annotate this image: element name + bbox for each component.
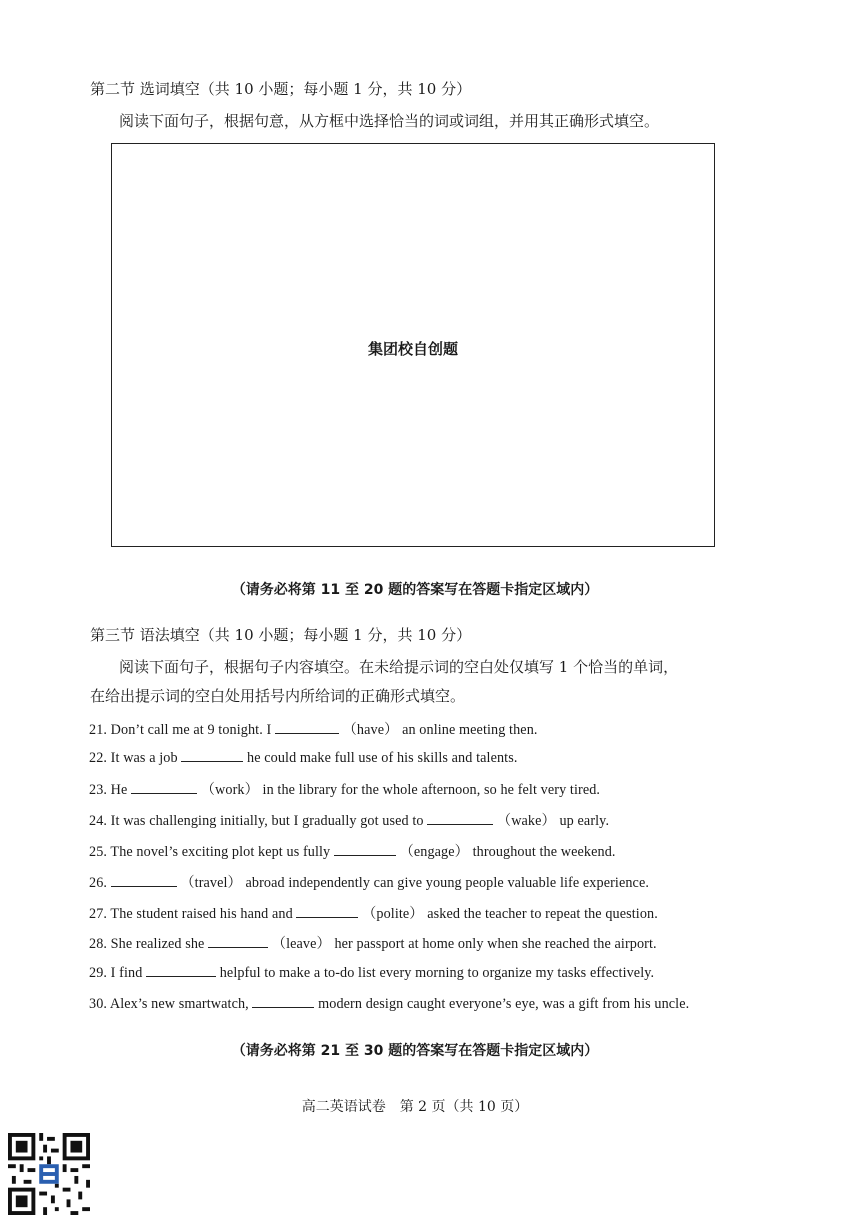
qr-code-icon (8, 1133, 90, 1215)
answer-blank[interactable] (252, 995, 314, 1008)
question-text: throughout the weekend. (472, 844, 616, 860)
question-21 (89, 719, 538, 739)
answer-blank[interactable] (427, 812, 493, 825)
question-text: 26. (89, 875, 108, 891)
question-25 (89, 841, 616, 861)
question-hint: （have） (342, 722, 399, 738)
answer-blank[interactable] (296, 905, 358, 918)
section2-instruction: 阅读下面句子，根据句意，从方框中选择恰当的词或词组，并用其正确形式填空。 (119, 112, 660, 130)
question-hint: （wake） (496, 813, 556, 829)
question-30 (89, 995, 689, 1013)
section3-instruction-line2: 在给出提示词的空白处用括号内所给词的正确形式填空。 (90, 687, 466, 705)
section3-instruction-line1: 阅读下面句子，根据句子内容填空。在未给提示词的空白处仅填写 1 个恰当的单词， (119, 658, 679, 676)
question-hint: （engage） (399, 844, 469, 860)
question-hint: （travel） (180, 875, 242, 891)
answer-blank[interactable] (334, 843, 396, 856)
section3-title: 第三节 语法填空（共 10 小题；每小题 1 分，共 10 分） (90, 626, 472, 644)
question-26 (89, 872, 649, 892)
question-text: 24. It was challenging initially, but I gradually got used to (89, 813, 424, 829)
section3-note: （请务必将第 21 至 30 题的答案写在答题卡指定区域内） (231, 1043, 599, 1059)
question-text: abroad independently can give young people valuable life experience. (245, 875, 649, 891)
question-23 (89, 779, 600, 799)
question-24 (89, 810, 609, 830)
question-28 (89, 933, 657, 953)
answer-blank[interactable] (146, 964, 216, 977)
question-text: helpful to make a to-do list every morning to organize my tasks effectively. (219, 965, 655, 981)
answer-blank[interactable] (131, 781, 197, 794)
question-hint: （leave） (271, 936, 331, 952)
section2-note: （请务必将第 11 至 20 题的答案写在答题卡指定区域内） (231, 582, 599, 598)
answer-blank[interactable] (111, 874, 177, 887)
question-text: an online meeting then. (402, 722, 538, 738)
answer-blank[interactable] (181, 749, 243, 762)
question-text: 22. It was a job (89, 750, 178, 766)
question-hint: （polite） (362, 906, 424, 922)
word-box-label: 集团校自创题 (367, 340, 458, 358)
word-box (111, 143, 715, 547)
question-text: 23. He (89, 782, 128, 798)
question-text: 27. The student raised his hand and (89, 906, 293, 922)
answer-blank[interactable] (208, 935, 268, 948)
question-text: modern design caught everyone’s eye, was a gift from his uncle. (318, 996, 690, 1012)
question-hint: （work） (200, 782, 259, 798)
question-text: up early. (559, 813, 610, 829)
section2-title: 第二节 选词填空（共 10 小题；每小题 1 分，共 10 分） (90, 80, 472, 98)
question-text: in the library for the whole afternoon, so he felt very tired. (262, 782, 601, 798)
question-text: her passport at home only when she reached the airport. (334, 936, 657, 952)
answer-blank[interactable] (275, 721, 339, 734)
question-text: 28. She realized she (89, 936, 205, 952)
question-22 (89, 749, 517, 767)
question-text: 29. I find (89, 965, 143, 981)
question-29 (89, 964, 654, 982)
question-27 (89, 903, 658, 923)
question-text: 21. Don’t call me at 9 tonight. I (89, 722, 272, 738)
question-text: he could make full use of his skills and talents. (247, 750, 518, 766)
question-text: 30. Alex’s new smartwatch, (89, 996, 249, 1012)
question-text: asked the teacher to repeat the question. (427, 906, 658, 922)
question-text: 25. The novel’s exciting plot kept us fully (89, 844, 331, 860)
page-footer: 高二英语试卷 第 2 页（共 10 页） (301, 1099, 529, 1115)
